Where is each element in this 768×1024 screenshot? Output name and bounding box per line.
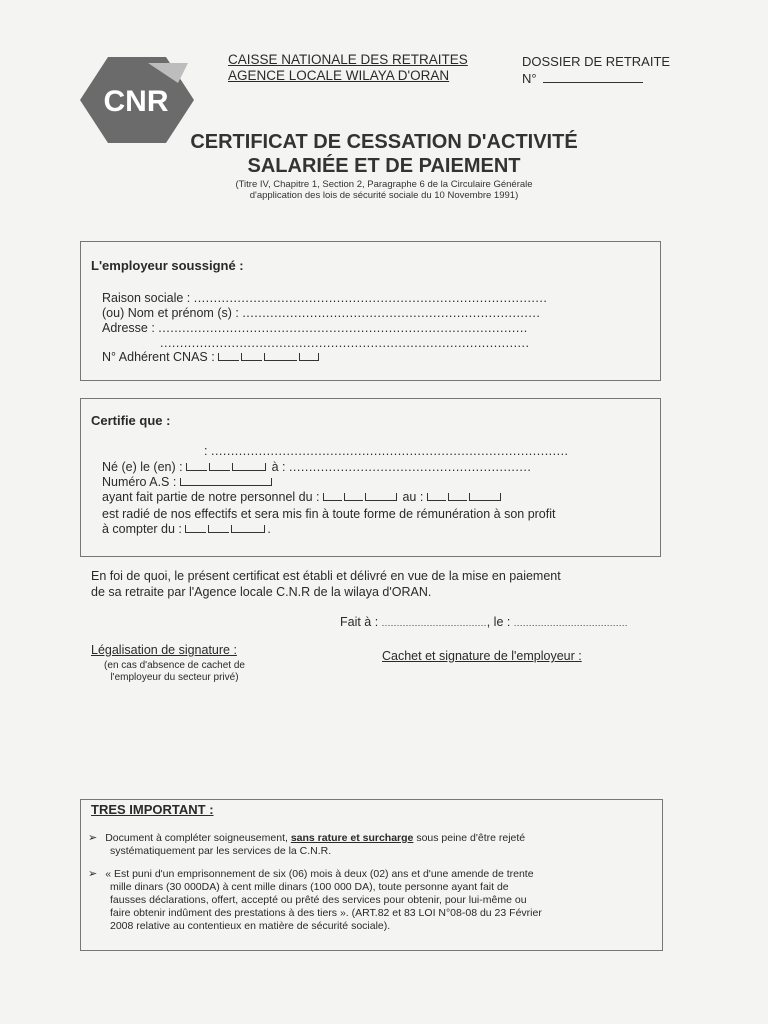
radie-text: est radié de nos effectifs et sera mis fin à toute forme de rémunération à son profit [102,507,556,521]
organization-header [228,52,468,84]
logo-text: CNR [103,85,169,118]
adresse-field[interactable]: Adresse : ............................................................................................. [102,321,528,335]
name-colon: : [204,444,208,458]
nom-prenom-label: (ou) Nom et prénom (s) : [102,306,239,320]
ref-line-2: d'application des lois de sécurité sociale du 10 Novembre 1991) [249,190,519,201]
important-heading: TRES IMPORTANT : [91,802,214,817]
employment-period-field[interactable] [102,490,503,505]
a-label: à : [271,460,286,474]
certify-heading: Certifie que : [91,413,171,428]
org-line-2: AGENCE LOCALE WILAYA D'ORAN [228,68,450,83]
b2-line-5: 2008 relative au contentieux en matière de sécurité sociale). [110,920,391,932]
statement-line-2: de sa retraite par l'Agence locale C.N.R de la wilaya d'ORAN. [91,585,432,599]
legalisation-label: Légalisation de signature : [91,643,237,657]
b2-line-2: mille dinars (30 000DA) à cent mille dinars (100 000 DA), toute personne ayant fait de [110,881,509,893]
le-label: , le : [486,615,511,629]
numero-as-field[interactable] [102,475,274,490]
cachet-label: Cachet et signature de l'employeur : [382,649,582,663]
b1-post: sous peine d'être rejeté [416,832,526,844]
adherent-cnas-field[interactable] [102,350,321,365]
employee-name-field[interactable]: : .......................................................................................... [204,444,569,458]
dossier-no-field[interactable] [543,72,643,83]
b1-line-2: systématiquement par les services de la C.N.R. [110,845,332,857]
birth-field[interactable]: Né (e) le (en) : à : ............................................................. [102,460,532,474]
raison-sociale-field[interactable]: Raison sociale : ......................................................................................... [102,291,548,305]
org-line-1: CAISSE NATIONALE DES RETRAITES [228,52,468,67]
title-line-2: SALARIÉE ET DE PAIEMENT [247,155,521,177]
a-compter-field[interactable]: à compter du : . [102,522,271,536]
numero-as-label: Numéro A.S : [102,475,177,489]
fait-a-label: Fait à : [340,615,379,629]
au-label: au : [402,490,424,504]
document-title [0,130,768,178]
employer-heading: L'employeur soussigné : [91,258,244,273]
dossier-label: DOSSIER DE RETRAITE [522,54,671,69]
ref-line-1: (Titre IV, Chapitre 1, Section 2, Paragraphe 6 de la Circulaire Générale [235,179,533,190]
adresse-field-2[interactable]: ............................................................................................. [160,336,530,350]
legal-note-1: (en cas d'absence de cachet de [104,660,245,671]
statement-paragraph [91,568,561,600]
b2-line-1: « Est puni d'un emprisonnement de six (06) mois à deux (02) ans et d'une amende de trente [105,868,534,880]
statement-line-1: En foi de quoi, le présent certificat est établi et délivré en vue de la mise en paiement [91,569,561,583]
legalisation-note [91,660,258,684]
dossier-header [522,53,670,87]
legal-note-2: l'employeur du secteur privé) [110,672,239,683]
title-reference [0,179,768,201]
fait-a-field[interactable]: Fait à : ..................................., le : ...................................... [340,615,628,629]
important-bullet-1: ➢ Document à compléter soigneusement, sans rature et surcharge sous peine d'être rejeté systématiquement par les services de la C.N.R. [88,832,656,858]
important-bullet-2: ➢ « Est puni d'un emprisonnement de six (06) mois à deux (02) ans et d'une amende de trente mille dinars (30 000DA) à cent mille dinars (100 000 DA), toute personne ayant fait de fausses déclarations, offert, accepté ou prêté des services pour obtenir, pour lui-même ou faire obtenir indûment des prestations à des tiers ». (ART.82 et 83 LOI N°08-08 du 23 Février 2008 relative au contentieux en matière de sécurité sociale). [88,868,663,933]
adresse-label: Adresse : [102,321,155,335]
b2-line-4: faire obtenir indûment des prestations à des tiers ». (ART.82 et 83 LOI N°08-08 du 23 Février [110,907,542,919]
title-line-1: CERTIFICAT DE CESSATION D'ACTIVITÉ [190,131,578,153]
adherent-label: N° Adhérent CNAS : [102,350,215,364]
a-compter-label: à compter du : [102,522,182,536]
ayant-fait-label: ayant fait partie de notre personnel du : [102,490,320,504]
dossier-no-label: N° [522,71,537,86]
raison-sociale-label: Raison sociale : [102,291,191,305]
ne-le-label: Né (e) le (en) : [102,460,183,474]
b1-pre: Document à compléter soigneusement, [105,832,288,844]
b2-line-3: fausses déclarations, offert, accepté ou prêté des services pour obtenir, pour lui-même ou [110,894,527,906]
nom-prenom-field[interactable]: (ou) Nom et prénom (s) : ........................................................................... [102,306,541,320]
b1-underlined: sans rature et surcharge [290,832,414,844]
